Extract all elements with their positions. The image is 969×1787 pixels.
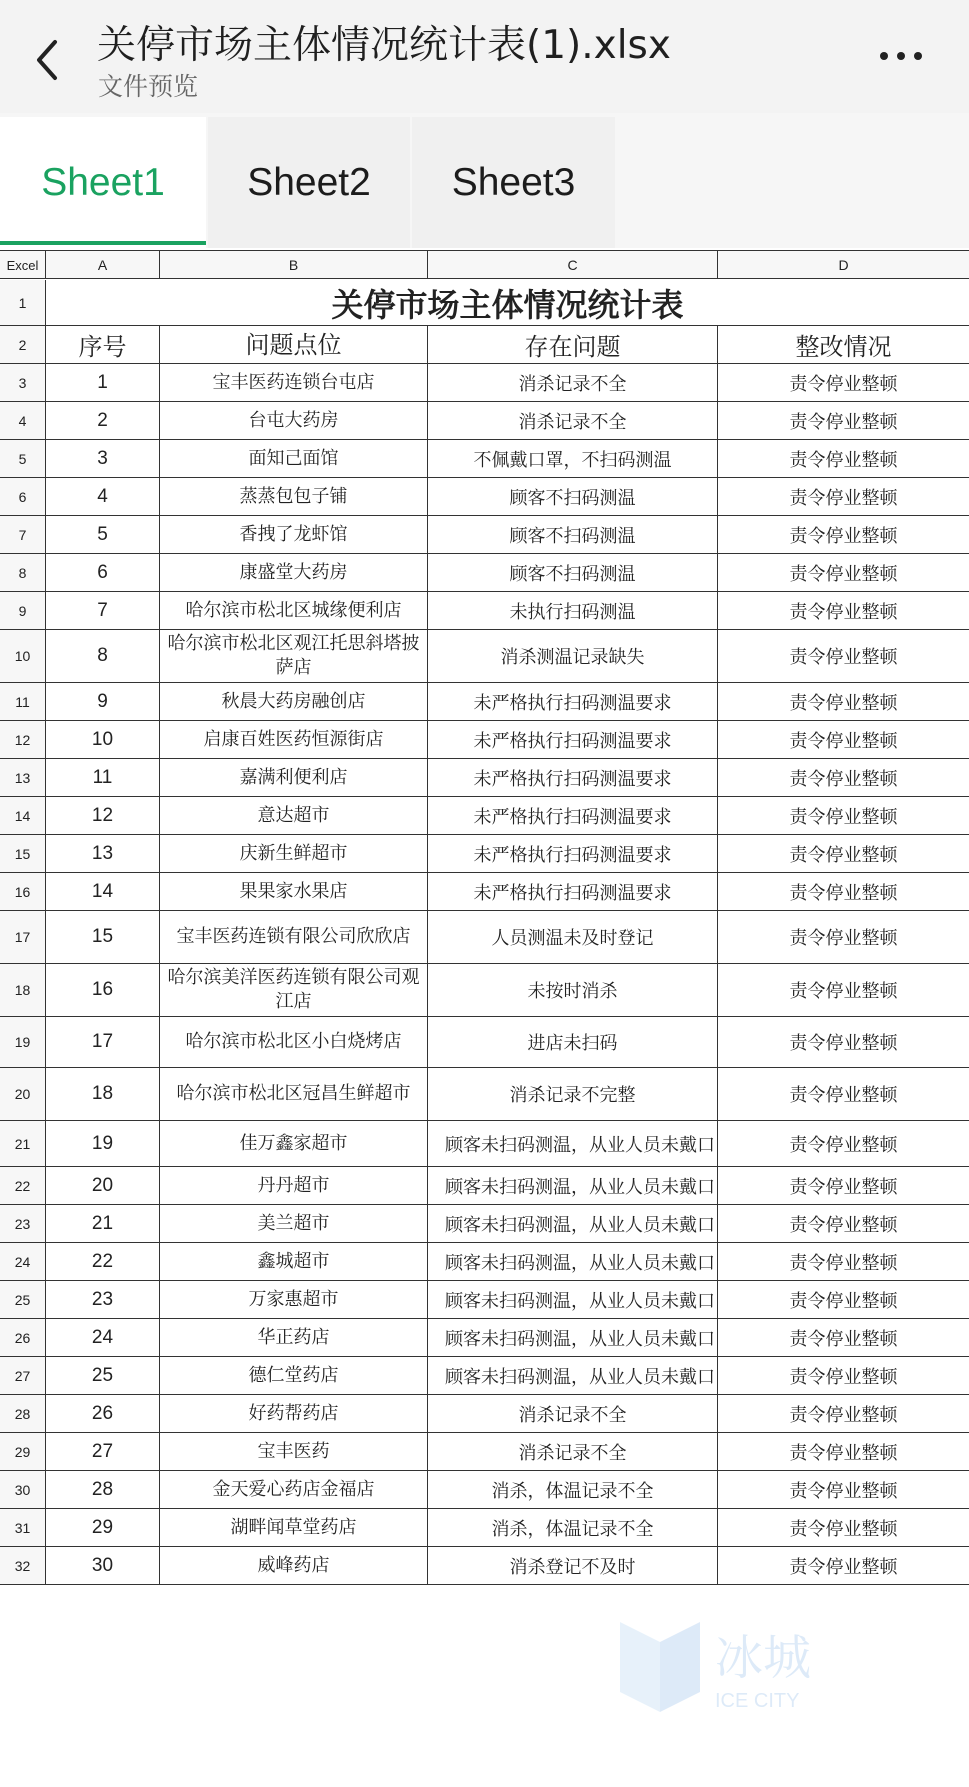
cell-seq[interactable]: 19 [46, 1121, 160, 1166]
cell-problem[interactable]: 消杀测温记录缺失 [428, 630, 718, 682]
cell-problem[interactable]: 未严格执行扫码测温要求 [428, 835, 718, 872]
cell-action[interactable]: 责令停业整顿 [789, 647, 898, 668]
header-cell-seq[interactable]: 序号 [46, 326, 160, 363]
table-row [0, 1433, 969, 1471]
cell-location[interactable]: 果果家水果店 [160, 873, 428, 910]
header-row [0, 326, 969, 364]
watermark-logo [600, 1612, 920, 1722]
cell-location[interactable]: 宝丰医药连锁有限公司欣欣店 [160, 911, 428, 963]
cell-problem[interactable]: 未按时消杀 [428, 964, 718, 1016]
row-number[interactable]: 26 [0, 1319, 46, 1356]
cell-seq[interactable]: 6 [46, 554, 160, 591]
cell-problem[interactable]: 不佩戴口罩，不扫码测温 [428, 440, 718, 477]
cell-seq[interactable]: 15 [46, 911, 160, 963]
cell-action[interactable]: 责令停业整顿 [789, 928, 898, 949]
active-tab-indicator [0, 241, 206, 245]
cell-seq[interactable]: 9 [46, 683, 160, 720]
cell-problem[interactable]: 顾客未扫码测温，从业人员未戴口 [428, 1319, 718, 1356]
more-dots-icon [879, 51, 923, 61]
column-header-bar [0, 250, 969, 279]
app-header [0, 0, 969, 113]
row-number[interactable]: 2 [0, 326, 46, 363]
cell-location[interactable]: 好药帮药店 [160, 1395, 428, 1432]
table-row [0, 554, 969, 592]
row-number[interactable]: 22 [0, 1167, 46, 1204]
cell-seq[interactable]: 24 [46, 1319, 160, 1356]
cell-seq[interactable]: 28 [46, 1471, 160, 1508]
cell-problem[interactable]: 消杀记录不全 [428, 364, 718, 401]
cell-action[interactable]: 责令停业整顿 [789, 1480, 898, 1502]
cell-action[interactable]: 责令停业整顿 [789, 373, 898, 395]
cell-location[interactable]: 蒸蒸包包子铺 [160, 478, 428, 515]
cell-seq[interactable]: 4 [46, 478, 160, 515]
table-row [0, 1395, 969, 1433]
row-number[interactable]: 14 [0, 797, 46, 834]
table-row [0, 1121, 969, 1167]
table-row [0, 440, 969, 478]
cell-problem[interactable]: 人员测温未及时登记 [428, 911, 718, 963]
cell-action[interactable]: 责令停业整顿 [789, 449, 898, 471]
sheet-tab-bar [0, 113, 969, 248]
cell-problem[interactable]: 顾客未扫码测温，从业人员未戴口 [428, 1281, 718, 1318]
chevron-left-icon [33, 38, 61, 82]
row-number[interactable]: 8 [0, 554, 46, 591]
table-row [0, 1319, 969, 1357]
cell-seq[interactable]: 16 [46, 964, 160, 1016]
table-row [0, 721, 969, 759]
table-row [0, 402, 969, 440]
tab-sheet2[interactable]: Sheet2 [208, 117, 410, 248]
cell-location[interactable]: 启康百姓医药恒源街店 [160, 721, 428, 758]
table-row [0, 683, 969, 721]
cell-problem[interactable]: 未严格执行扫码测温要求 [428, 797, 718, 834]
cell-location[interactable]: 丹丹超市 [160, 1167, 428, 1204]
cell-problem[interactable]: 消杀记录不全 [428, 402, 718, 439]
cell-seq[interactable]: 30 [46, 1547, 160, 1584]
table-row [0, 364, 969, 402]
cell-action[interactable]: 责令停业整顿 [789, 1328, 898, 1350]
cell-seq[interactable]: 8 [46, 630, 160, 682]
cell-location[interactable]: 庆新生鲜超市 [160, 835, 428, 872]
cell-action[interactable]: 责令停业整顿 [789, 1252, 898, 1274]
cell-seq[interactable]: 10 [46, 721, 160, 758]
column-header-b[interactable]: B [160, 251, 428, 279]
row-number[interactable]: 1 [0, 280, 46, 325]
cell-action[interactable]: 责令停业整顿 [789, 1085, 898, 1106]
table-row [0, 478, 969, 516]
header-cell-location[interactable]: 问题点位 [160, 326, 428, 363]
cell-seq[interactable]: 22 [46, 1243, 160, 1280]
row-number[interactable]: 6 [0, 478, 46, 515]
cell-problem[interactable]: 消杀，体温记录不全 [428, 1509, 718, 1546]
cell-seq[interactable]: 17 [46, 1017, 160, 1067]
cell-seq[interactable]: 14 [46, 873, 160, 910]
cell-problem[interactable]: 顾客不扫码测温 [428, 478, 718, 515]
more-button[interactable] [876, 36, 926, 76]
cell-seq[interactable]: 3 [46, 440, 160, 477]
table-row [0, 1167, 969, 1205]
row-number[interactable]: 11 [0, 683, 46, 720]
row-number[interactable]: 13 [0, 759, 46, 796]
cell-action[interactable]: 责令停业整顿 [789, 487, 898, 509]
cell-problem[interactable]: 顾客未扫码测温，从业人员未戴口 [428, 1167, 718, 1204]
cell-problem[interactable]: 进店未扫码 [428, 1017, 718, 1067]
table-row [0, 797, 969, 835]
cell-action[interactable]: 责令停业整顿 [789, 882, 898, 904]
row-number[interactable]: 12 [0, 721, 46, 758]
table-row [0, 1547, 969, 1585]
row-number[interactable]: 21 [0, 1121, 46, 1166]
table-row [0, 1205, 969, 1243]
cell-action[interactable]: 责令停业整顿 [789, 1176, 898, 1198]
cell-problem[interactable]: 未严格执行扫码测温要求 [428, 683, 718, 720]
cell-seq[interactable]: 12 [46, 797, 160, 834]
row-number[interactable]: 3 [0, 364, 46, 401]
watermark-text: 冰城 [715, 1630, 812, 1686]
cell-action[interactable]: 责令停业整顿 [789, 1134, 898, 1156]
row-number[interactable]: 16 [0, 873, 46, 910]
cell-location[interactable]: 哈尔滨市松北区城缘便利店 [160, 592, 428, 629]
cell-location[interactable]: 湖畔闻草堂药店 [160, 1509, 428, 1546]
cell-seq[interactable]: 7 [46, 592, 160, 629]
cell-seq[interactable]: 21 [46, 1205, 160, 1242]
table-row [0, 759, 969, 797]
cell-problem[interactable]: 未严格执行扫码测温要求 [428, 721, 718, 758]
cell-action[interactable]: 责令停业整顿 [789, 806, 898, 828]
row-number[interactable]: 31 [0, 1509, 46, 1546]
cell-seq[interactable]: 1 [46, 364, 160, 401]
row-number[interactable]: 9 [0, 592, 46, 629]
cell-action[interactable]: 责令停业整顿 [789, 411, 898, 433]
cell-location[interactable]: 金天爱心药店金福店 [160, 1471, 428, 1508]
row-number[interactable]: 7 [0, 516, 46, 553]
file-title: 关停市场主体情况统计表(1).xlsx [97, 23, 671, 68]
header-cell-problem[interactable]: 存在问题 [428, 326, 718, 363]
row-number[interactable]: 18 [0, 964, 46, 1016]
cell-problem[interactable]: 未严格执行扫码测温要求 [428, 759, 718, 796]
cell-problem[interactable]: 顾客未扫码测温，从业人员未戴口 [428, 1121, 718, 1166]
cell-location[interactable]: 意达超市 [160, 797, 428, 834]
row-number[interactable]: 30 [0, 1471, 46, 1508]
row-number[interactable]: 5 [0, 440, 46, 477]
cell-location[interactable]: 德仁堂药店 [160, 1357, 428, 1394]
cell-problem[interactable]: 未执行扫码测温 [428, 592, 718, 629]
cell-seq[interactable]: 13 [46, 835, 160, 872]
cell-location[interactable]: 威峰药店 [160, 1547, 428, 1584]
row-number[interactable]: 27 [0, 1357, 46, 1394]
file-subtitle: 文件预览 [98, 72, 199, 101]
table-row [0, 911, 969, 964]
cell-location[interactable]: 万家惠超市 [160, 1281, 428, 1318]
table-row [0, 964, 969, 1017]
cell-seq[interactable]: 18 [46, 1068, 160, 1120]
column-header-c[interactable]: C [428, 251, 718, 279]
cell-location[interactable]: 哈尔滨美洋医药连锁有限公司观江店 [160, 964, 428, 1016]
row-number[interactable]: 24 [0, 1243, 46, 1280]
cell-location[interactable]: 台屯大药房 [160, 402, 428, 439]
row-number[interactable]: 29 [0, 1433, 46, 1470]
cell-seq[interactable]: 20 [46, 1167, 160, 1204]
table-row [0, 630, 969, 683]
row-number[interactable]: 28 [0, 1395, 46, 1432]
cell-problem[interactable]: 消杀记录不全 [428, 1433, 718, 1470]
table-row [0, 873, 969, 911]
cell-location[interactable]: 康盛堂大药房 [160, 554, 428, 591]
cell-action[interactable]: 责令停业整顿 [789, 1556, 898, 1578]
cell-location[interactable]: 哈尔滨市松北区冠昌生鲜超市 [160, 1068, 428, 1120]
cell-location[interactable]: 美兰超市 [160, 1205, 428, 1242]
cell-location[interactable]: 华正药店 [160, 1319, 428, 1356]
header-cell-action[interactable]: 整改情况 [795, 333, 892, 361]
tab-sheet1[interactable]: Sheet1 [0, 117, 206, 248]
corner-cell: Excel [0, 251, 46, 279]
row-number[interactable]: 23 [0, 1205, 46, 1242]
cell-problem[interactable]: 未严格执行扫码测温要求 [428, 873, 718, 910]
table-row [0, 1243, 969, 1281]
table-row [0, 1509, 969, 1547]
column-header-a[interactable]: A [46, 251, 160, 279]
cell-seq[interactable]: 23 [46, 1281, 160, 1318]
column-header-d[interactable]: D [838, 257, 849, 273]
cell-location[interactable]: 香拽了龙虾馆 [160, 516, 428, 553]
cell-location[interactable]: 哈尔滨市松北区小白烧烤店 [160, 1017, 428, 1067]
cell-seq[interactable]: 2 [46, 402, 160, 439]
cell-action[interactable]: 责令停业整顿 [789, 730, 898, 752]
cell-action[interactable]: 责令停业整顿 [789, 525, 898, 547]
row-number[interactable]: 10 [0, 630, 46, 682]
sheet-title-cell[interactable]: 关停市场主体情况统计表 [331, 285, 684, 324]
table-row [0, 1357, 969, 1395]
cell-location[interactable]: 佳万鑫家超市 [160, 1121, 428, 1166]
cell-location[interactable]: 嘉满利便利店 [160, 759, 428, 796]
cell-action[interactable]: 责令停业整顿 [789, 1366, 898, 1388]
cell-action[interactable]: 责令停业整顿 [789, 1290, 898, 1312]
cell-action[interactable]: 责令停业整顿 [789, 1033, 898, 1054]
cell-action[interactable]: 责令停业整顿 [789, 563, 898, 585]
row-number[interactable]: 20 [0, 1068, 46, 1120]
cell-problem[interactable]: 顾客未扫码测温，从业人员未戴口 [428, 1243, 718, 1280]
cell-action[interactable]: 责令停业整顿 [789, 844, 898, 866]
cell-problem[interactable]: 顾客不扫码测温 [428, 516, 718, 553]
cell-location[interactable]: 宝丰医药 [160, 1433, 428, 1470]
table-row [0, 1281, 969, 1319]
table-row [0, 1471, 969, 1509]
row-number[interactable]: 17 [0, 911, 46, 963]
cell-action[interactable]: 责令停业整顿 [789, 768, 898, 790]
cell-seq[interactable]: 27 [46, 1433, 160, 1470]
cell-problem[interactable]: 消杀记录不全 [428, 1395, 718, 1432]
cell-location[interactable]: 鑫城超市 [160, 1243, 428, 1280]
row-number[interactable]: 32 [0, 1547, 46, 1584]
cell-action[interactable]: 责令停业整顿 [789, 692, 898, 714]
cell-seq[interactable]: 26 [46, 1395, 160, 1432]
cell-location[interactable]: 哈尔滨市松北区观江托思斜塔披萨店 [160, 630, 428, 682]
cell-problem[interactable]: 消杀，体温记录不全 [428, 1471, 718, 1508]
cell-problem[interactable]: 顾客未扫码测温，从业人员未戴口 [428, 1205, 718, 1242]
table-row [0, 835, 969, 873]
cell-location[interactable]: 宝丰医药连锁台屯店 [160, 364, 428, 401]
cell-seq[interactable]: 29 [46, 1509, 160, 1546]
row-number[interactable]: 25 [0, 1281, 46, 1318]
back-button[interactable] [22, 30, 72, 90]
title-row [0, 280, 969, 326]
cell-seq[interactable]: 25 [46, 1357, 160, 1394]
cell-problem[interactable]: 顾客不扫码测温 [428, 554, 718, 591]
cell-action[interactable]: 责令停业整顿 [789, 1442, 898, 1464]
cell-seq[interactable]: 11 [46, 759, 160, 796]
cell-action[interactable]: 责令停业整顿 [789, 1214, 898, 1236]
cell-action[interactable]: 责令停业整顿 [789, 1404, 898, 1426]
tab-sheet3[interactable]: Sheet3 [412, 117, 615, 248]
row-number[interactable]: 15 [0, 835, 46, 872]
cell-action[interactable]: 责令停业整顿 [789, 1518, 898, 1540]
cell-location[interactable]: 秋晨大药房融创店 [160, 683, 428, 720]
table-row [0, 592, 969, 630]
table-row [0, 516, 969, 554]
table-row [0, 1017, 969, 1068]
cell-location[interactable]: 面知己面馆 [160, 440, 428, 477]
cell-problem[interactable]: 消杀记录不完整 [428, 1068, 718, 1120]
row-number[interactable]: 19 [0, 1017, 46, 1067]
cell-action[interactable]: 责令停业整顿 [789, 601, 898, 623]
cell-problem[interactable]: 消杀登记不及时 [428, 1547, 718, 1584]
cell-action[interactable]: 责令停业整顿 [789, 981, 898, 1002]
cell-seq[interactable]: 5 [46, 516, 160, 553]
cell-problem[interactable]: 顾客未扫码测温，从业人员未戴口 [428, 1357, 718, 1394]
row-number[interactable]: 4 [0, 402, 46, 439]
table-row [0, 1068, 969, 1121]
watermark-subtext: ICE CITY [715, 1690, 800, 1712]
